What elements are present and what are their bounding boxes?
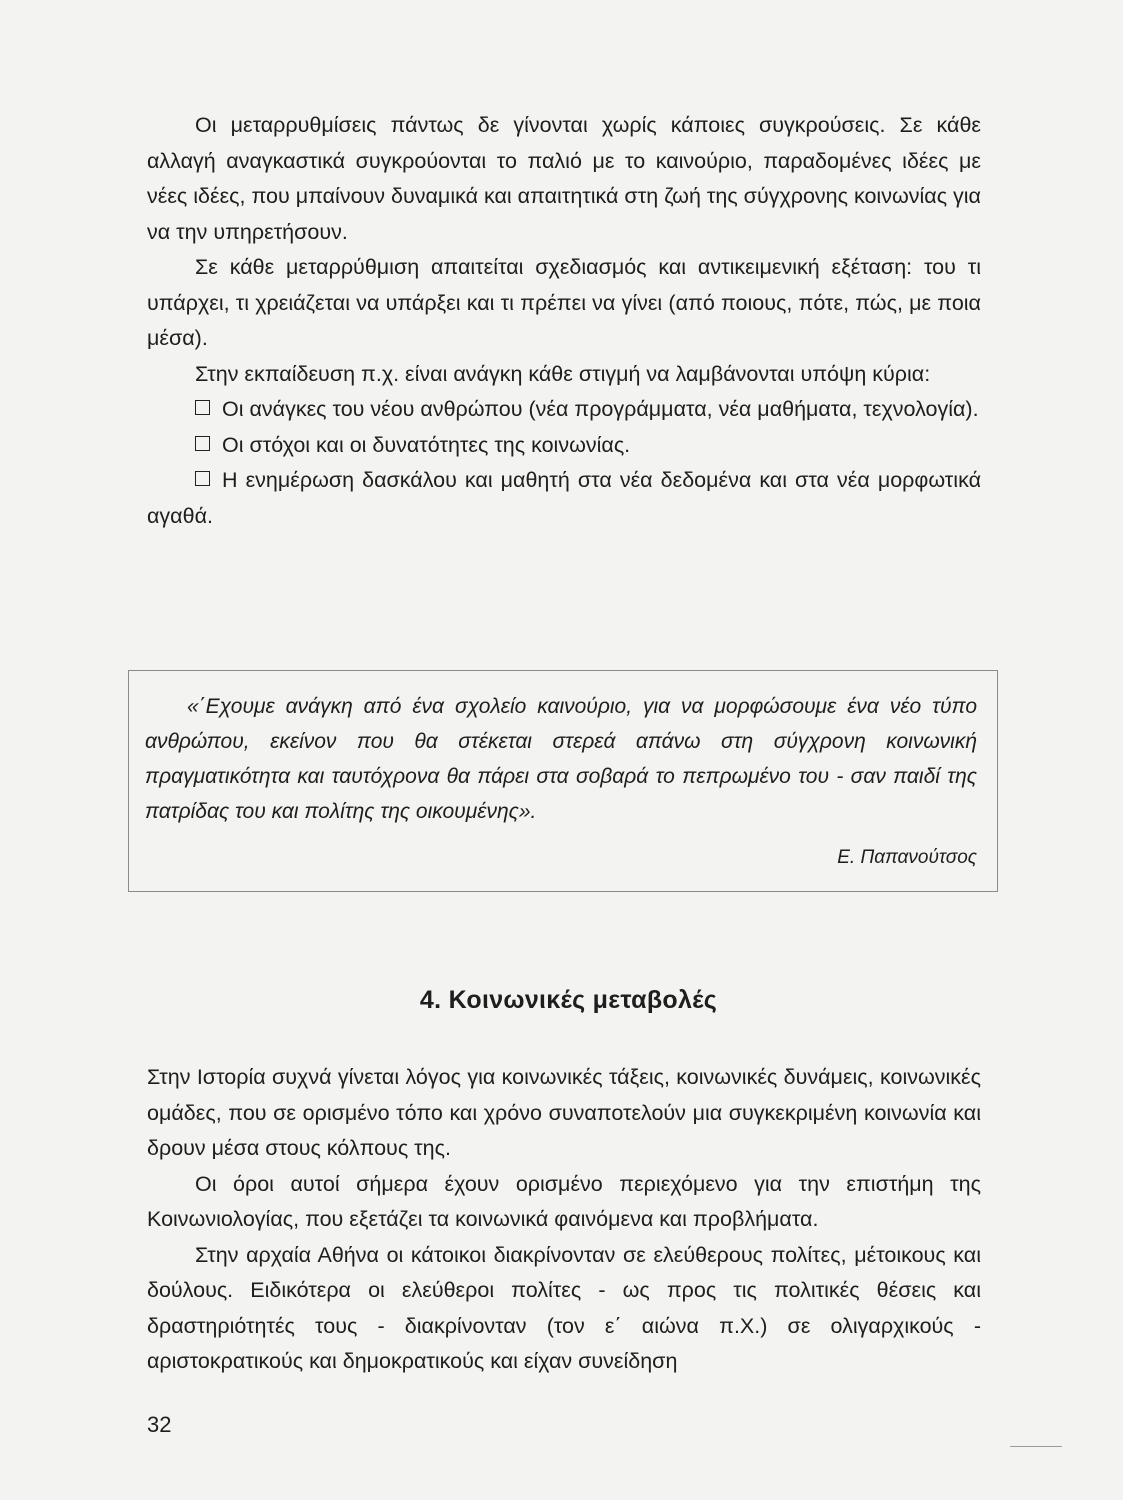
paragraph-social-classes: Στην Ιστορία συχνά γίνεται λόγος για κοινωνικές τάξεις, κοινωνικές δυνάμεις, κοινωνικές ομάδες, που σε ορισμένο τόπο και χρόνο συναποτελούν μια συγκεκριμένη κοινωνία και δρουν μέσα στους κόλπους της. <box>147 1065 981 1160</box>
checklist-item-text: Οι ανάγκες του νέου ανθρώπου (νέα προγράμματα, νέα μαθήματα, τεχνολογία). <box>222 397 979 421</box>
paragraph-ancient-athens: Στην αρχαία Αθήνα οι κάτοικοι διακρίνονταν σε ελεύθερους πολίτες, μέτοικους και δούλους. Ειδικότερα οι ελεύθεροι πολίτες - ως προς τις πολιτικές θέσεις και δραστηριότητές τους - διακρίνονταν (τον ε΄ αιώνα π.Χ.) σε ολιγαρχικούς - αριστοκρατικούς και δημοκρατικούς και είχαν συνείδηση <box>147 1242 981 1373</box>
checkbox-icon <box>195 436 210 451</box>
top-text-block <box>147 108 981 534</box>
bottom-text-block <box>147 1060 981 1380</box>
paragraph-education-example: Στην εκπαίδευση π.χ. είναι ανάγκη κάθε στιγμή να λαμβάνονται υπόψη κύρια: <box>195 361 931 386</box>
checklist-item-text: Η ενημέρωση δασκάλου και μαθητή στα νέα δεδομένα και στα νέα μορφωτικά αγαθά. <box>147 468 981 528</box>
quote-box <box>128 670 998 892</box>
section-title: 4. Κοινωνικές μεταβολές <box>419 986 718 1014</box>
checkbox-icon <box>195 400 210 415</box>
checklist-item <box>147 392 981 428</box>
quote-author: Ε. Παπανούτσος <box>837 847 977 868</box>
footer-rule <box>1010 1446 1062 1447</box>
quote-text: «΄Εχουμε ανάγκη από ένα σχολείο καινούριο, για να μορφώσουμε ένα νέο τύπο ανθρώπου, εκείνον που θα στέκεται στερεά απάνω στη σύγχρονη κοινωνική πραγματικότητα και ταυτόχρονα θα πάρει στα σοβαρά το πεπρωμένο του - σαν παιδί της πατρίδας του και πολίτης της οικουμένης». <box>145 695 977 823</box>
checklist-item-text: Οι στόχοι και οι δυνατότητες της κοινωνίας. <box>222 432 631 457</box>
paragraph-sociology-terms: Οι όροι αυτοί σήμερα έχουν ορισμένο περιεχόμενο για την επιστήμη της Κοινωνιολογίας, που εξετάζει τα κοινωνικά φαινόμενα και προβλήματα. <box>147 1171 981 1231</box>
checklist-item <box>147 463 981 534</box>
checklist-item <box>147 428 981 464</box>
checkbox-icon <box>195 471 210 486</box>
paragraph-reforms-conflicts: Οι μεταρρυθμίσεις πάντως δε γίνονται χωρίς κάποιες συγκρούσεις. Σε κάθε αλλαγή αναγκαστικά συγκρούονται το παλιό με το καινούριο, παραδομένες ιδέες με νέες ιδέες, που μπαίνουν δυναμικά και απαιτητικά στη ζωή της σύγχρονης κοινωνίας για να την υπηρετήσουν. <box>147 113 981 244</box>
page-number: 32 <box>147 1412 172 1437</box>
paragraph-reform-planning: Σε κάθε μεταρρύθμιση απαιτείται σχεδιασμός και αντικειμενική εξέταση: του τι υπάρχει, τι χρειάζεται να υπάρξει και τι πρέπει να γίνει (από ποιους, πότε, πώς, με ποια μέσα). <box>147 255 981 350</box>
